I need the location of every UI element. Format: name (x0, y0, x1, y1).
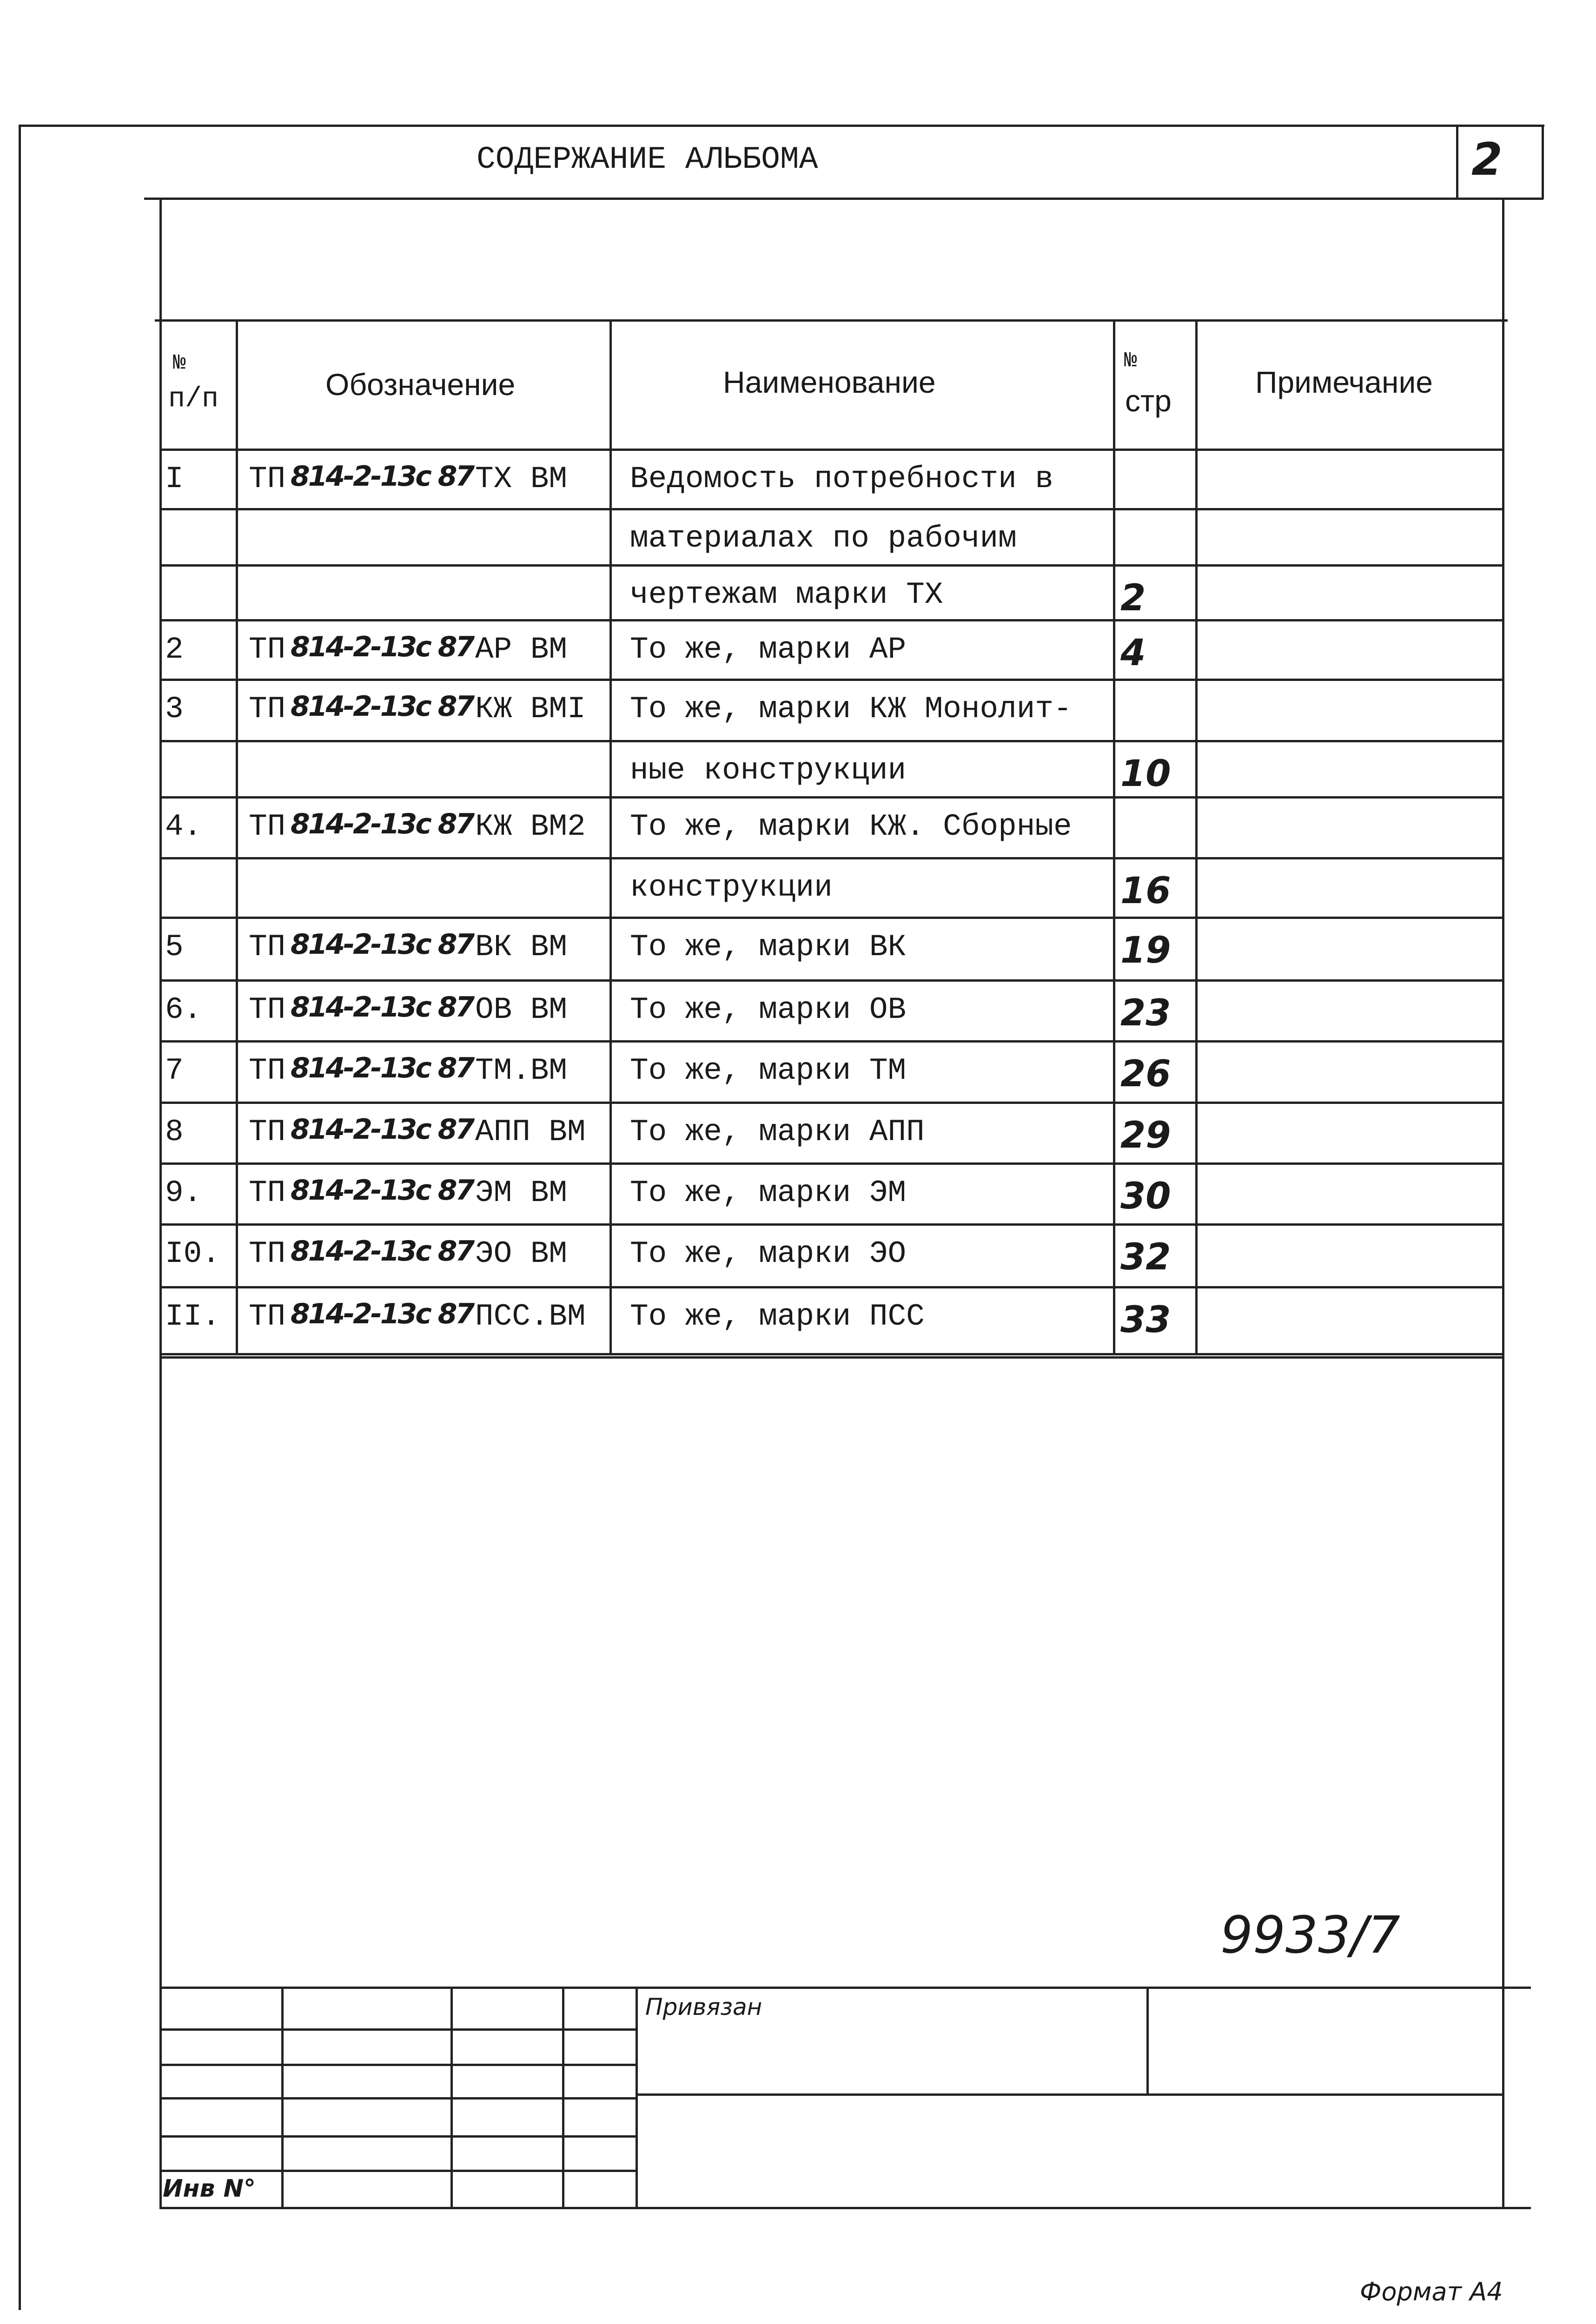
item-name-line: Ведомость потребности в (630, 462, 1053, 496)
designation-prefix: ТП (249, 930, 286, 964)
item-name-line: То же, марки КЖ Монолит- (630, 692, 1072, 726)
title-bottom-line (144, 198, 1543, 200)
designation-suffix: АПП ВМ (475, 1115, 586, 1149)
column-line (609, 319, 612, 1353)
item-page-number: 32 (1120, 1236, 1171, 1278)
sheet-box-left (1456, 125, 1458, 199)
item-name-line: То же, марки ВК (630, 930, 907, 964)
designation-suffix: ТМ.ВМ (475, 1053, 568, 1088)
inner-frame-left (159, 198, 162, 2209)
designation-code: 814-2-13с 87 (291, 1113, 473, 1146)
item-number: 5 (165, 930, 184, 964)
header-note: Примечание (1255, 365, 1433, 399)
designation-suffix: АР ВМ (475, 632, 568, 667)
designation-suffix: ЭМ ВМ (475, 1175, 568, 1210)
item-name-line: То же, марки АПП (630, 1115, 925, 1149)
item-name-line: То же, марки КЖ. Сборные (630, 809, 1072, 844)
column-line (236, 319, 238, 1353)
row-line (159, 1040, 1503, 1043)
header-page: стр (1125, 383, 1172, 418)
sheet-number: 2 (1471, 133, 1503, 185)
item-number: 8 (165, 1115, 184, 1149)
item-page-number: 33 (1120, 1299, 1171, 1341)
designation-prefix: ТП (249, 1236, 286, 1271)
row-line (159, 619, 1503, 621)
designation-prefix: ТП (249, 992, 286, 1027)
row-line (159, 1353, 1503, 1355)
designation-suffix: КЖ ВМ2 (475, 809, 586, 844)
row-line (159, 1162, 1503, 1165)
table-end-line (159, 1356, 1503, 1359)
item-number: I0. (165, 1236, 220, 1271)
stamp-line (159, 2064, 636, 2066)
item-page-number: 10 (1120, 753, 1171, 795)
item-page-number: 16 (1120, 870, 1171, 912)
designation-code: 814-2-13с 87 (291, 1052, 473, 1084)
outer-frame-top (19, 125, 1544, 127)
item-name-line: конструкции (630, 870, 833, 905)
outer-frame-right (1542, 125, 1544, 199)
item-page-number: 30 (1120, 1175, 1171, 1217)
designation-prefix: ТП (249, 462, 286, 496)
item-name-line: То же, марки ЭМ (630, 1175, 907, 1210)
item-number: 3 (165, 692, 184, 726)
row-line (159, 979, 1503, 982)
item-number: 9. (165, 1175, 202, 1210)
designation-code: 814-2-13с 87 (291, 1174, 473, 1207)
item-number: 2 (165, 632, 184, 667)
designation-suffix: ЭО ВМ (475, 1236, 568, 1271)
item-name-line: чертежам марки ТХ (630, 577, 943, 612)
designation-code: 814-2-13с 87 (291, 808, 473, 840)
designation-suffix: ОВ ВМ (475, 992, 568, 1027)
item-name-line: То же, марки АР (630, 632, 907, 667)
header-page-symbol: № (1124, 349, 1137, 373)
designation-code: 814-2-13с 87 (291, 1298, 473, 1330)
header-num: п/п (168, 383, 219, 415)
item-page-number: 2 (1120, 577, 1146, 619)
stamp-divider (1146, 1987, 1149, 2094)
header-designation: Обозначение (325, 367, 516, 402)
item-page-number: 26 (1120, 1053, 1171, 1095)
designation-prefix: ТП (249, 1115, 286, 1149)
row-line (159, 1223, 1503, 1226)
row-line (159, 740, 1503, 742)
row-line (159, 1286, 1503, 1288)
item-number: II. (165, 1299, 220, 1334)
stamp-line (636, 2093, 1503, 2096)
designation-code: 814-2-13с 87 (291, 928, 473, 961)
stamp-line (159, 2028, 636, 2031)
item-page-number: 19 (1120, 930, 1171, 971)
designation-suffix: ВК ВМ (475, 930, 568, 964)
designation-prefix: ТП (249, 1053, 286, 1088)
item-name-line: материалах по рабочим (630, 521, 1017, 556)
attached-label: Привязан (645, 1994, 762, 2020)
designation-code: 814-2-13с 87 (291, 631, 473, 663)
item-page-number: 29 (1120, 1115, 1171, 1156)
row-line (159, 564, 1503, 567)
item-page-number: 4 (1120, 632, 1146, 674)
inner-frame-right (1502, 198, 1504, 2209)
column-line (1113, 319, 1115, 1353)
item-number: I (165, 462, 184, 496)
header-name: Наименование (723, 365, 936, 399)
item-name-line: То же, марки ОВ (630, 992, 907, 1027)
header-bottom-line (159, 449, 1503, 451)
designation-code: 814-2-13с 87 (291, 991, 473, 1023)
table-top-line (155, 319, 1508, 322)
item-number: 6. (165, 992, 202, 1027)
designation-suffix: КЖ ВМI (475, 692, 586, 726)
stamp-line (159, 2097, 636, 2100)
designation-code: 814-2-13с 87 (291, 690, 473, 723)
designation-prefix: ТП (249, 809, 286, 844)
item-name-line: То же, марки ЭО (630, 1236, 907, 1271)
row-line (159, 679, 1503, 681)
row-line (159, 508, 1503, 510)
stamp-line (159, 2135, 636, 2138)
stamp-line (159, 2170, 636, 2172)
item-name-line: То же, марки ПСС (630, 1299, 925, 1334)
format-label: Формат А4 (1360, 2277, 1503, 2306)
item-name-line: ные конструкции (630, 753, 907, 788)
row-line (159, 1102, 1503, 1104)
column-line (1195, 319, 1198, 1353)
header-num-symbol: № (173, 351, 186, 375)
designation-prefix: ТП (249, 1299, 286, 1334)
inner-frame-bottom (159, 2207, 1531, 2209)
designation-prefix: ТП (249, 692, 286, 726)
archive-number: 9933/7 (1220, 1905, 1400, 1965)
item-page-number: 23 (1120, 992, 1171, 1034)
designation-code: 814-2-13с 87 (291, 1235, 473, 1268)
designation-suffix: ПСС.ВМ (475, 1299, 586, 1334)
item-number: 4. (165, 809, 202, 844)
item-number: 7 (165, 1053, 184, 1088)
designation-prefix: ТП (249, 632, 286, 667)
designation-prefix: ТП (249, 1175, 286, 1210)
stamp-top-line (159, 1987, 1531, 1989)
designation-suffix: ТХ ВМ (475, 462, 568, 496)
item-name-line: То же, марки ТМ (630, 1053, 907, 1088)
row-line (159, 917, 1503, 919)
inventory-label: Инв N° (163, 2175, 256, 2203)
row-line (159, 796, 1503, 799)
page-title: СОДЕРЖАНИЕ АЛЬБОМА (477, 142, 818, 178)
outer-frame-left (19, 125, 21, 2310)
row-line (159, 857, 1503, 859)
designation-code: 814-2-13с 87 (291, 460, 473, 493)
